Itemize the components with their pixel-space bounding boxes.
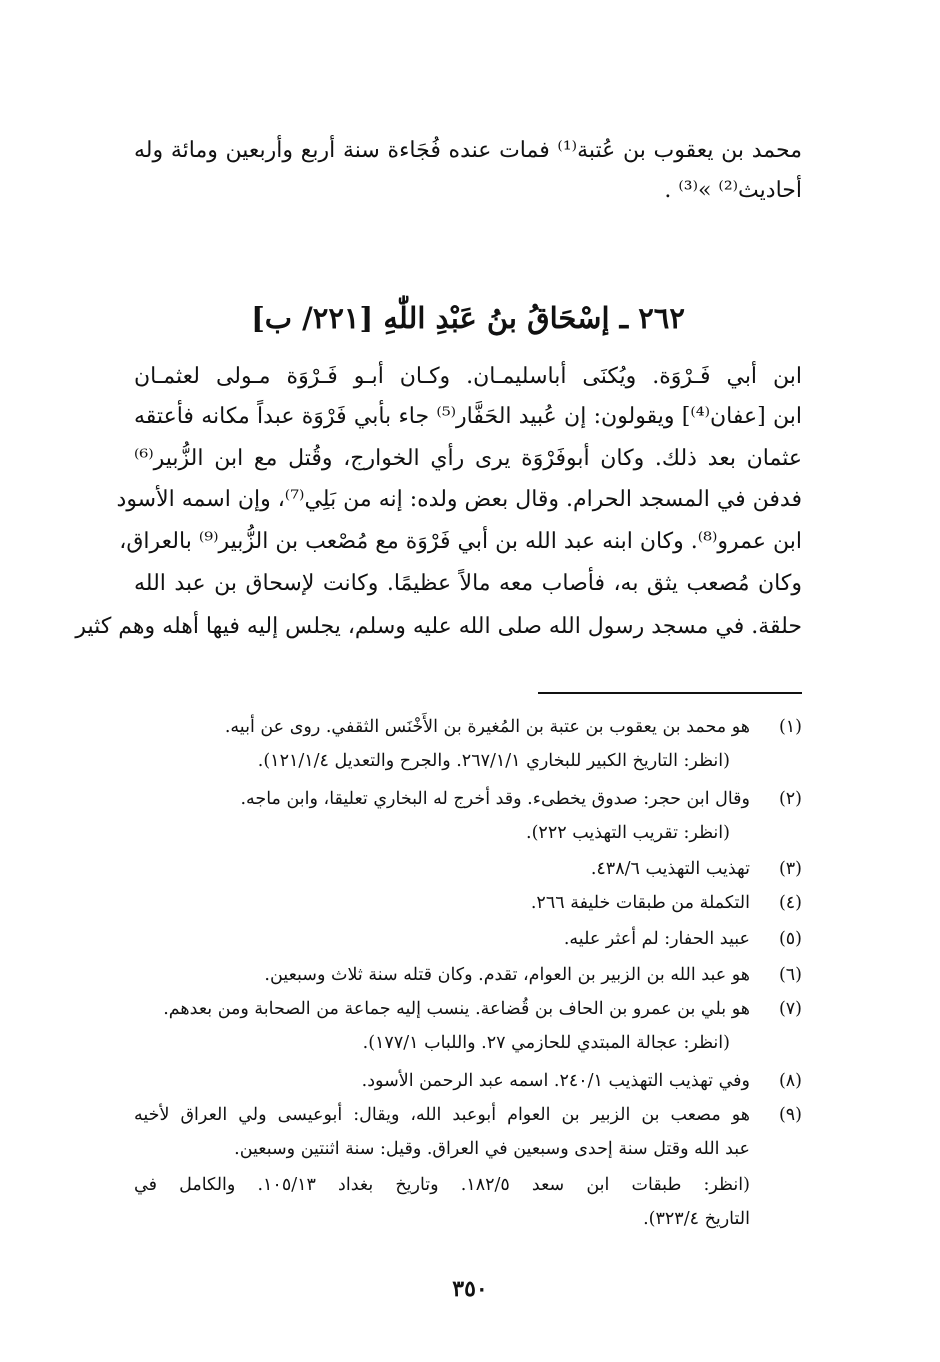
footnote-number: (١) [778, 717, 802, 737]
entry-line: عثمان بعد ذلك. وكان أبوفَرْوَة يرى رأي الخوارج، وقُتل مع ابن الزُّبير⁽⁶⁾ [134, 446, 802, 471]
footnote-text: (انظر: طبقات ابن سعد ١٨٢/٥. وتاريخ بغداد ١٠٥/١٣. والكامل في [134, 1175, 750, 1195]
entry-line: فدفن في المسجد الحرام. وقال بعض ولده: إنه من بَلِي⁽⁷⁾، وإن اسمه الأسود [116, 487, 802, 512]
footnote-text: عبد الله وقتل سنة إحدى وسبعين في العراق. وقيل: سنة اثنتين وسبعين. [234, 1139, 750, 1159]
footnote-number: (٨) [778, 1071, 802, 1091]
footnote-separator [538, 692, 802, 694]
footnote-number: (٧) [778, 999, 802, 1019]
footnote-number: (٣) [778, 859, 802, 879]
entry-line: ابن عمرو⁽⁸⁾. وكان ابنه عبد الله بن أبي فَرْوَة مع مُصْعب بن الزُّبير⁽⁹⁾ بالعراق، [119, 529, 802, 554]
footnote-text: وفي تهذيب التهذيب ٢٤٠/١. اسمه عبد الرحمن الأسود. [361, 1071, 750, 1091]
entry-heading: ٢٦٢ ـ إسْحَاقُ بنُ عَبْدِ اللّٰهِ [٢٢١/ ب] [251, 301, 685, 335]
page-number: ٣٥٠ [452, 1276, 488, 1302]
top-paragraph-line: أحاديث⁽²⁾ »⁽³⁾ . [664, 178, 802, 203]
footnote-text: التكملة من طبقات خليفة ٢٦٦. [530, 893, 750, 913]
entry-line: وكان مُصعب يثق به، فأصاب معه مالاً عظيمًا. وكانت لإسحاق بن عبد الله [134, 571, 802, 596]
footnote-text: (انظر: عجالة المبتدي للحازمي ٢٧. واللباب ١٧٧/١). [362, 1033, 730, 1053]
footnote-text: هو عبد الله بن الزبير بن العوام، تقدم. وكان قتله سنة ثلاث وسبعين. [264, 965, 750, 985]
footnote-text: هو مصعب بن الزبير بن العوام أبوعبد الله، ويقال: أبوعيسى ولي العراق لأخيه [134, 1105, 750, 1125]
footnote-text: هو بلي بن عمرو بن الحاف بن قُضاعة. ينسب إليه جماعة من الصحابة ومن بعدهم. [163, 999, 750, 1019]
top-paragraph-line: محمد بن يعقوب بن عُتبة⁽¹⁾ فمات عنده فُجَاءة سنة أربع وأربعين ومائة وله [134, 138, 802, 163]
footnote-number: (٥) [778, 929, 802, 949]
footnote-text: عبيد الحفار: لم أعثر عليه. [563, 929, 750, 949]
footnote-number: (٩) [778, 1105, 802, 1125]
footnote-number: (٦) [778, 965, 802, 985]
footnote-text: تهذيب التهذيب ٤٣٨/٦. [590, 859, 750, 879]
footnote-text: (انظر: التاريخ الكبير للبخاري ٢٦٧/١/١. والجرح والتعديل ١٢١/١/٤). [257, 751, 730, 771]
footnote-number: (٤) [778, 893, 802, 913]
footnote-text: هو محمد بن يعقوب بن عتبة بن المُغيرة بن الأَخْنَس الثقفي. روى عن أبيه. [224, 717, 750, 737]
entry-line: حلقة. في مسجد رسول الله صلى الله عليه وسلم، يجلس إليه فيها أهله وهم كثير [75, 614, 802, 639]
footnote-number: (٢) [778, 789, 802, 809]
footnote-text: التاريخ ٣٢٣/٤). [643, 1209, 750, 1229]
entry-line: ابن أبي فَـرْوَة. ويُكنَى أباسليمـان. وكـان أبـو فَـرْوَة مـولى لعثمـان [134, 364, 802, 389]
footnote-text: وقال ابن حجر: صدوق يخطىء. وقد أخرج له البخاري تعليقا، وابن ماجه. [240, 789, 750, 809]
entry-line: ابن [عفان⁽⁴⁾] ويقولون: إن عُبيد الحَفَّار⁽⁵⁾ جاء بأبي فَرْوَة عبداً مكانه فأعتقه [134, 404, 803, 429]
footnote-text: (انظر: تقريب التهذيب ٢٢٢). [526, 823, 730, 843]
